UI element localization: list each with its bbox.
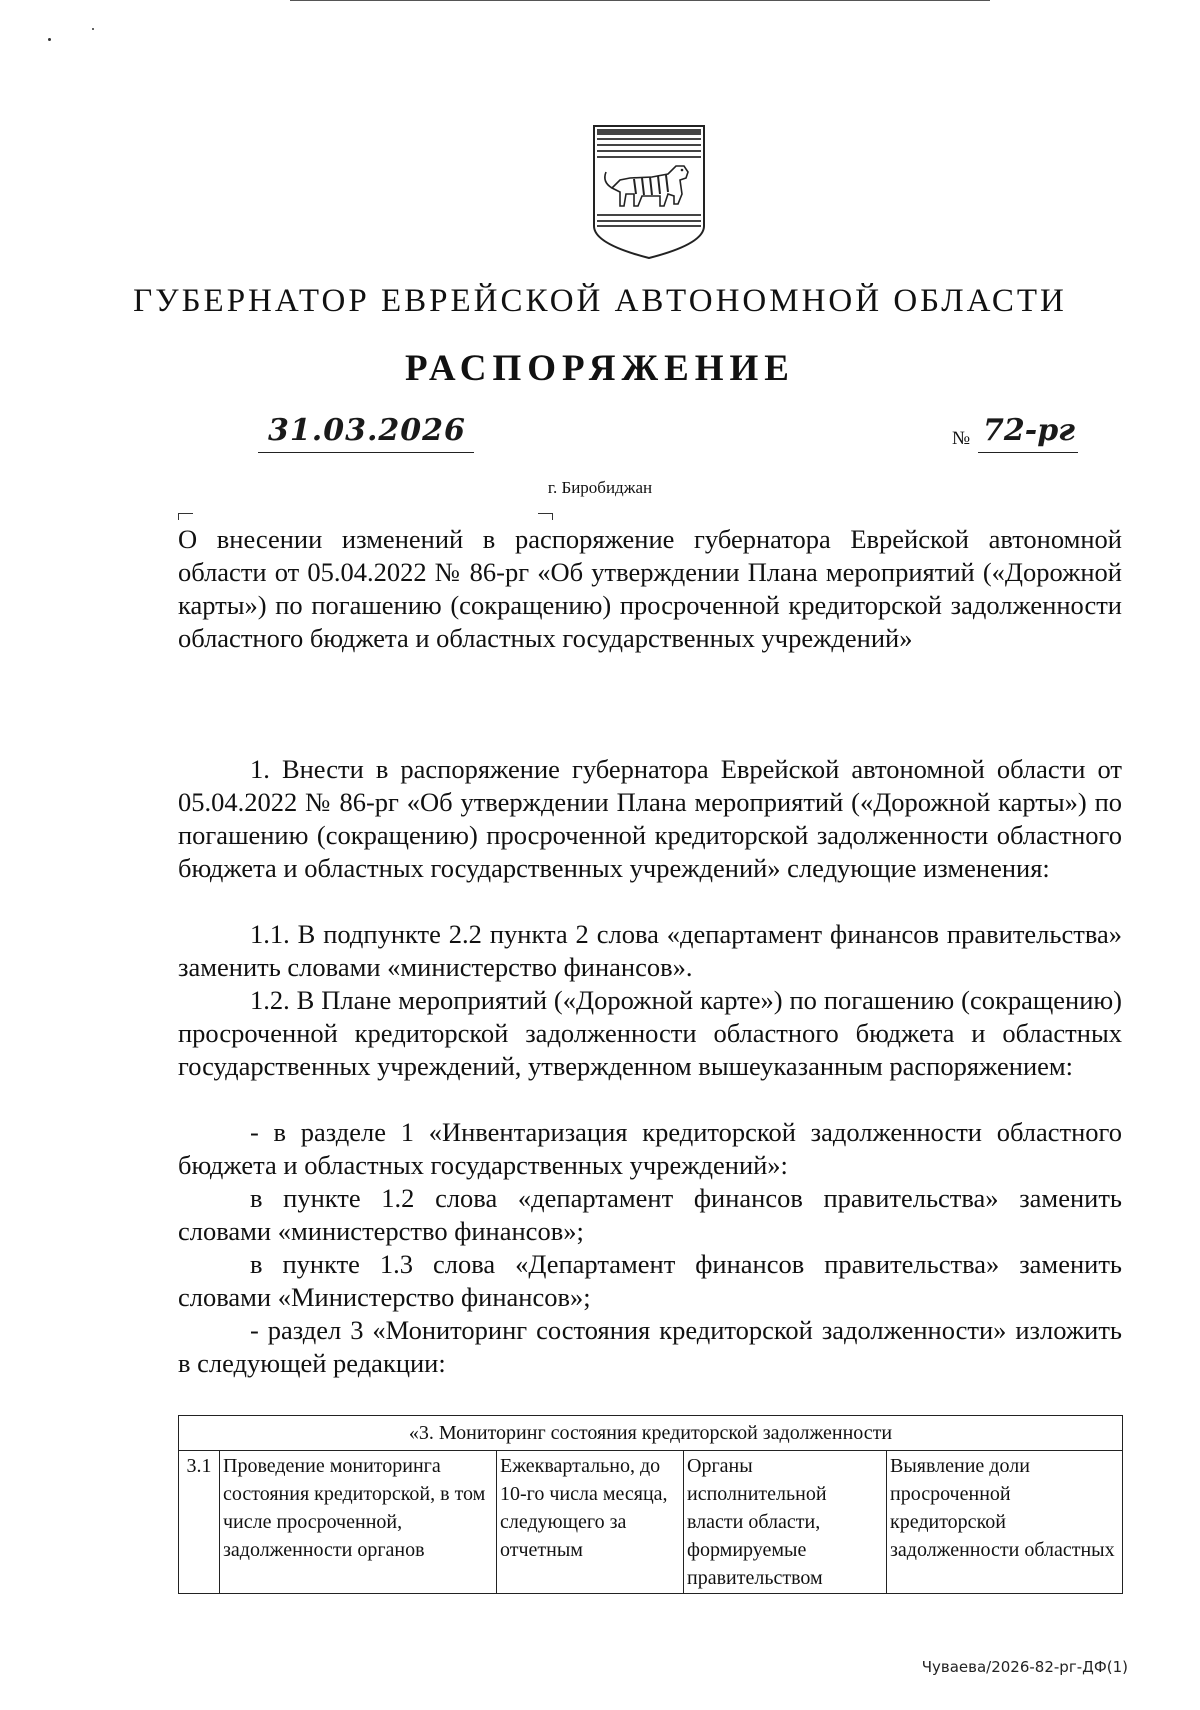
subject-bracket-right bbox=[538, 513, 553, 520]
monitoring-table bbox=[178, 1415, 1123, 1594]
activity-cell: Проведение мониторинга состояния кредиторской, в том числе просроченной, задолженности органов bbox=[220, 1451, 497, 1594]
document-date: 31.03.2026 bbox=[268, 413, 466, 448]
registration-stamp: Чуваева/2026-82-рг-ДФ(1) bbox=[921, 1658, 1128, 1676]
paragraph-section-1: - в разделе 1 «Инвентаризация кредиторской задолженности областного бюджета и областных государственных учреждений»: bbox=[178, 1117, 1122, 1180]
row-number-cell: 3.1 bbox=[179, 1451, 220, 1594]
deadline-cell: Ежеквартально, до 10-го числа месяца, следующего за отчетным bbox=[497, 1451, 684, 1594]
paragraph-1: 1. Внести в распоряжение губернатора Еврейской автономной области от 05.04.2022 № 86-рг «Об утверждении Плана мероприятий («Дорожной карты») по погашению (сокращению) просроченной кредиторской задолженности областного бюджета и областных государственных учреждений» следующие изменения: bbox=[178, 754, 1122, 883]
paragraph-1-2: 1.2. В Плане мероприятий («Дорожной карте») по погашению (сокращению) просроченной кредиторской задолженности областного бюджета и областных государственных учреждений, утвержденном вышеуказанным распоряжением: bbox=[178, 985, 1122, 1081]
city-label: г. Биробиджан bbox=[547, 478, 653, 497]
tiger-emblem-icon bbox=[590, 122, 708, 262]
document-subject: О внесении изменений в распоряжение губернатора Еврейской автономной области от 05.04.2022 № 86-рг «Об утверждении Плана мероприятий («Дорожной карты») по погашению (сокращению) просроченной кредиторской задолженности областного бюджета и областных государственных учреждений» bbox=[178, 524, 1122, 653]
paragraph-item-1-2: в пункте 1.2 слова «департамент финансов правительства» заменить словами «министерство финансов»; bbox=[178, 1183, 1122, 1246]
responsible-cell: Органы исполнительной власти области, формируемые правительством bbox=[684, 1451, 887, 1594]
table-row bbox=[179, 1451, 1123, 1594]
scan-edge-line bbox=[290, 0, 990, 1]
paragraph-section-3: - раздел 3 «Мониторинг состояния кредиторской задолженности» изложить в следующей редакции: bbox=[178, 1315, 1122, 1378]
paragraph-1-1: 1.1. В подпункте 2.2 пункта 2 слова «департамент финансов правительства» заменить словами «министерство финансов». bbox=[178, 919, 1122, 982]
document-type-title: РАСПОРЯЖЕНИЕ bbox=[404, 348, 795, 389]
scan-speck bbox=[48, 38, 51, 41]
result-cell: Выявление доли просроченной кредиторской задолженности областных bbox=[887, 1451, 1123, 1594]
subject-bracket-left bbox=[178, 513, 193, 520]
number-underline bbox=[978, 452, 1078, 453]
date-underline bbox=[258, 452, 474, 453]
document-number: 72-рг bbox=[983, 413, 1076, 448]
number-label: № bbox=[952, 428, 971, 449]
table-header-cell: «3. Мониторинг состояния кредиторской задолженности bbox=[179, 1416, 1123, 1451]
paragraph-item-1-3: в пункте 1.3 слова «Департамент финансов правительства» заменить словами «Министерство финансов»; bbox=[178, 1249, 1122, 1312]
scan-speck bbox=[92, 28, 94, 30]
issuer-title: ГУБЕРНАТОР ЕВРЕЙСКОЙ АВТОНОМНОЙ ОБЛАСТИ bbox=[133, 283, 1067, 319]
table-header-row bbox=[179, 1416, 1123, 1451]
